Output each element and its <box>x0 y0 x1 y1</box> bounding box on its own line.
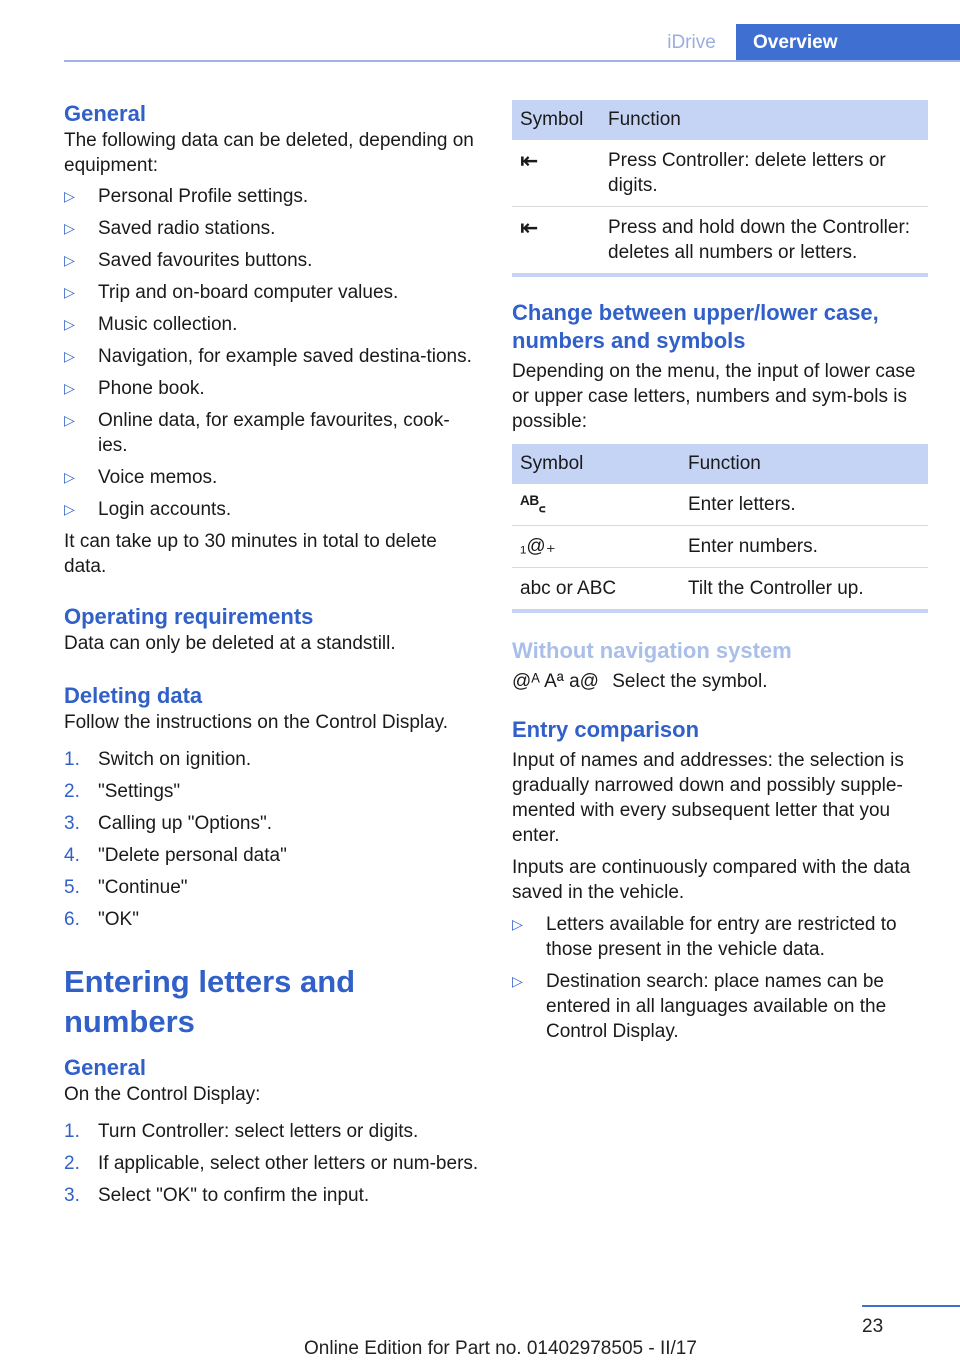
table-cell: Enter numbers. <box>680 526 928 568</box>
entry-heading: Entry comparison <box>512 717 700 742</box>
without-nav-line <box>512 669 928 694</box>
general-note: It can take up to 30 minutes in total to delete data. <box>64 531 437 577</box>
entry-list <box>512 912 928 1044</box>
table-row <box>512 140 928 207</box>
list-item: 2. If applicable, select other letters or num‐bers. <box>64 1153 479 1174</box>
list-item: 2. "Settings" <box>64 781 181 802</box>
table-row <box>512 526 928 568</box>
page-header <box>647 24 960 61</box>
list-item: ▷ Trip and on-board computer values. <box>64 282 399 303</box>
table-cell: Tilt the Controller up. <box>688 578 864 599</box>
table-header-cell: Symbol <box>512 100 600 140</box>
table-row <box>512 484 928 526</box>
table-header-cell: Function <box>600 100 928 140</box>
table-end-rule <box>512 609 928 613</box>
triangle-bullet-icon: ▷ <box>64 188 75 204</box>
list-item: ▷ Letters available for entry are restricted to those present in the vehicle data. <box>512 914 897 960</box>
list-item: ▷ Music collection. <box>64 314 238 335</box>
triangle-bullet-icon: ▷ <box>64 469 75 485</box>
triangle-bullet-icon: ▷ <box>64 284 75 300</box>
table-header-cell: Symbol <box>512 444 680 484</box>
list-item: ▷ Phone book. <box>64 378 205 399</box>
deleting-text: Follow the instructions on the Control Display. <box>64 712 449 733</box>
triangle-bullet-icon: ▷ <box>512 916 523 932</box>
delete-symbol-table <box>512 100 928 273</box>
table-row <box>512 207 928 274</box>
triangle-bullet-icon: ▷ <box>512 973 523 989</box>
list-item: 3. Calling up "Options". <box>64 813 273 834</box>
list-item: ▷ Saved favourites buttons. <box>64 250 313 271</box>
left-column <box>64 100 479 1215</box>
without-nav-text: Select the symbol. <box>612 671 768 692</box>
delete-all-arrow-icon: ⇤ <box>520 215 539 240</box>
general-heading: General <box>64 101 146 126</box>
triangle-bullet-icon: ▷ <box>64 252 75 268</box>
triangle-bullet-icon: ▷ <box>64 220 75 236</box>
list-item: ▷ Voice memos. <box>64 467 218 488</box>
edition-footer: Online Edition for Part no. 01402978505 - II/17 <box>304 1338 697 1359</box>
list-item: ▷ Login accounts. <box>64 499 232 520</box>
list-item: 1. Turn Controller: select letters or digits. <box>64 1121 419 1142</box>
header-section: iDrive <box>667 32 716 53</box>
table-row <box>512 568 928 610</box>
general-intro: The following data can be deleted, depending on equipment: <box>64 130 474 176</box>
deleting-heading: Deleting data <box>64 683 203 708</box>
list-item: ▷ Saved radio stations. <box>64 218 276 239</box>
without-nav-heading: Without navigation system <box>512 638 792 663</box>
page-number: 23 <box>862 1316 884 1337</box>
table-header-row <box>512 100 928 140</box>
case-heading: Change between upper/lower case, numbers and symbols <box>512 300 879 353</box>
list-item: ▷ Navigation, for example saved destina‐tions. <box>64 346 472 367</box>
table-end-rule <box>512 273 928 277</box>
delete-arrow-icon: ⇤ <box>520 148 539 173</box>
right-column <box>512 100 928 1051</box>
table-cell: Press Controller: delete letters or digits. <box>600 140 928 207</box>
general2-text: On the Control Display: <box>64 1084 261 1105</box>
header-divider <box>64 60 960 62</box>
case-symbol-table <box>512 444 928 609</box>
triangle-bullet-icon: ▷ <box>64 316 75 332</box>
triangle-bullet-icon: ▷ <box>64 380 75 396</box>
list-item: ▷ Online data, for example favourites, cook‐ies. <box>64 410 450 456</box>
entry-p2: Inputs are continuously compared with the data saved in the vehicle. <box>512 857 911 903</box>
case-toggle-icon: abc or ABC <box>520 578 617 599</box>
footer-divider <box>862 1305 960 1307</box>
triangle-bullet-icon: ▷ <box>64 348 75 364</box>
entry-p1: Input of names and addresses: the selection is gradually narrowed down and possibly supple‐mented with every subsequent letter that you enter. <box>512 750 904 846</box>
triangle-bullet-icon: ▷ <box>64 412 75 428</box>
operating-heading: Operating requirements <box>64 604 314 629</box>
list-item: ▷ Personal Profile settings. <box>64 186 309 207</box>
table-header-row <box>512 444 928 484</box>
case-text: Depending on the menu, the input of lower case or upper case letters, numbers and sym‐bols is possible: <box>512 361 916 432</box>
list-item: 6. "OK" <box>64 909 139 930</box>
table-header-cell: Function <box>680 444 928 484</box>
list-item: 3. Select "OK" to confirm the input. <box>64 1185 370 1206</box>
general2-heading: General <box>64 1055 146 1080</box>
numbers-icon: ₁@₊ <box>520 536 556 557</box>
table-cell: Enter letters. <box>680 484 928 526</box>
list-item: 5. "Continue" <box>64 877 188 898</box>
general2-steps <box>64 1119 479 1208</box>
header-current: Overview <box>736 24 960 61</box>
list-item: 1. Switch on ignition. <box>64 749 252 770</box>
letters-icon: ᴬᴮ꜀ <box>520 493 546 515</box>
general-list <box>64 184 479 522</box>
triangle-bullet-icon: ▷ <box>64 501 75 517</box>
entering-heading: Entering letters and numbers <box>64 964 356 1039</box>
operating-text: Data can only be deleted at a standstill. <box>64 633 396 654</box>
list-item: ▷ Destination search: place names can be entered in all languages available on the Control Display. <box>512 971 887 1042</box>
list-item: 4. "Delete personal data" <box>64 845 287 866</box>
symbol-icons: @ᴬ Aª a@ <box>512 671 599 692</box>
deleting-steps <box>64 747 479 932</box>
table-cell: Press and hold down the Controller: deletes all numbers or letters. <box>608 217 911 263</box>
